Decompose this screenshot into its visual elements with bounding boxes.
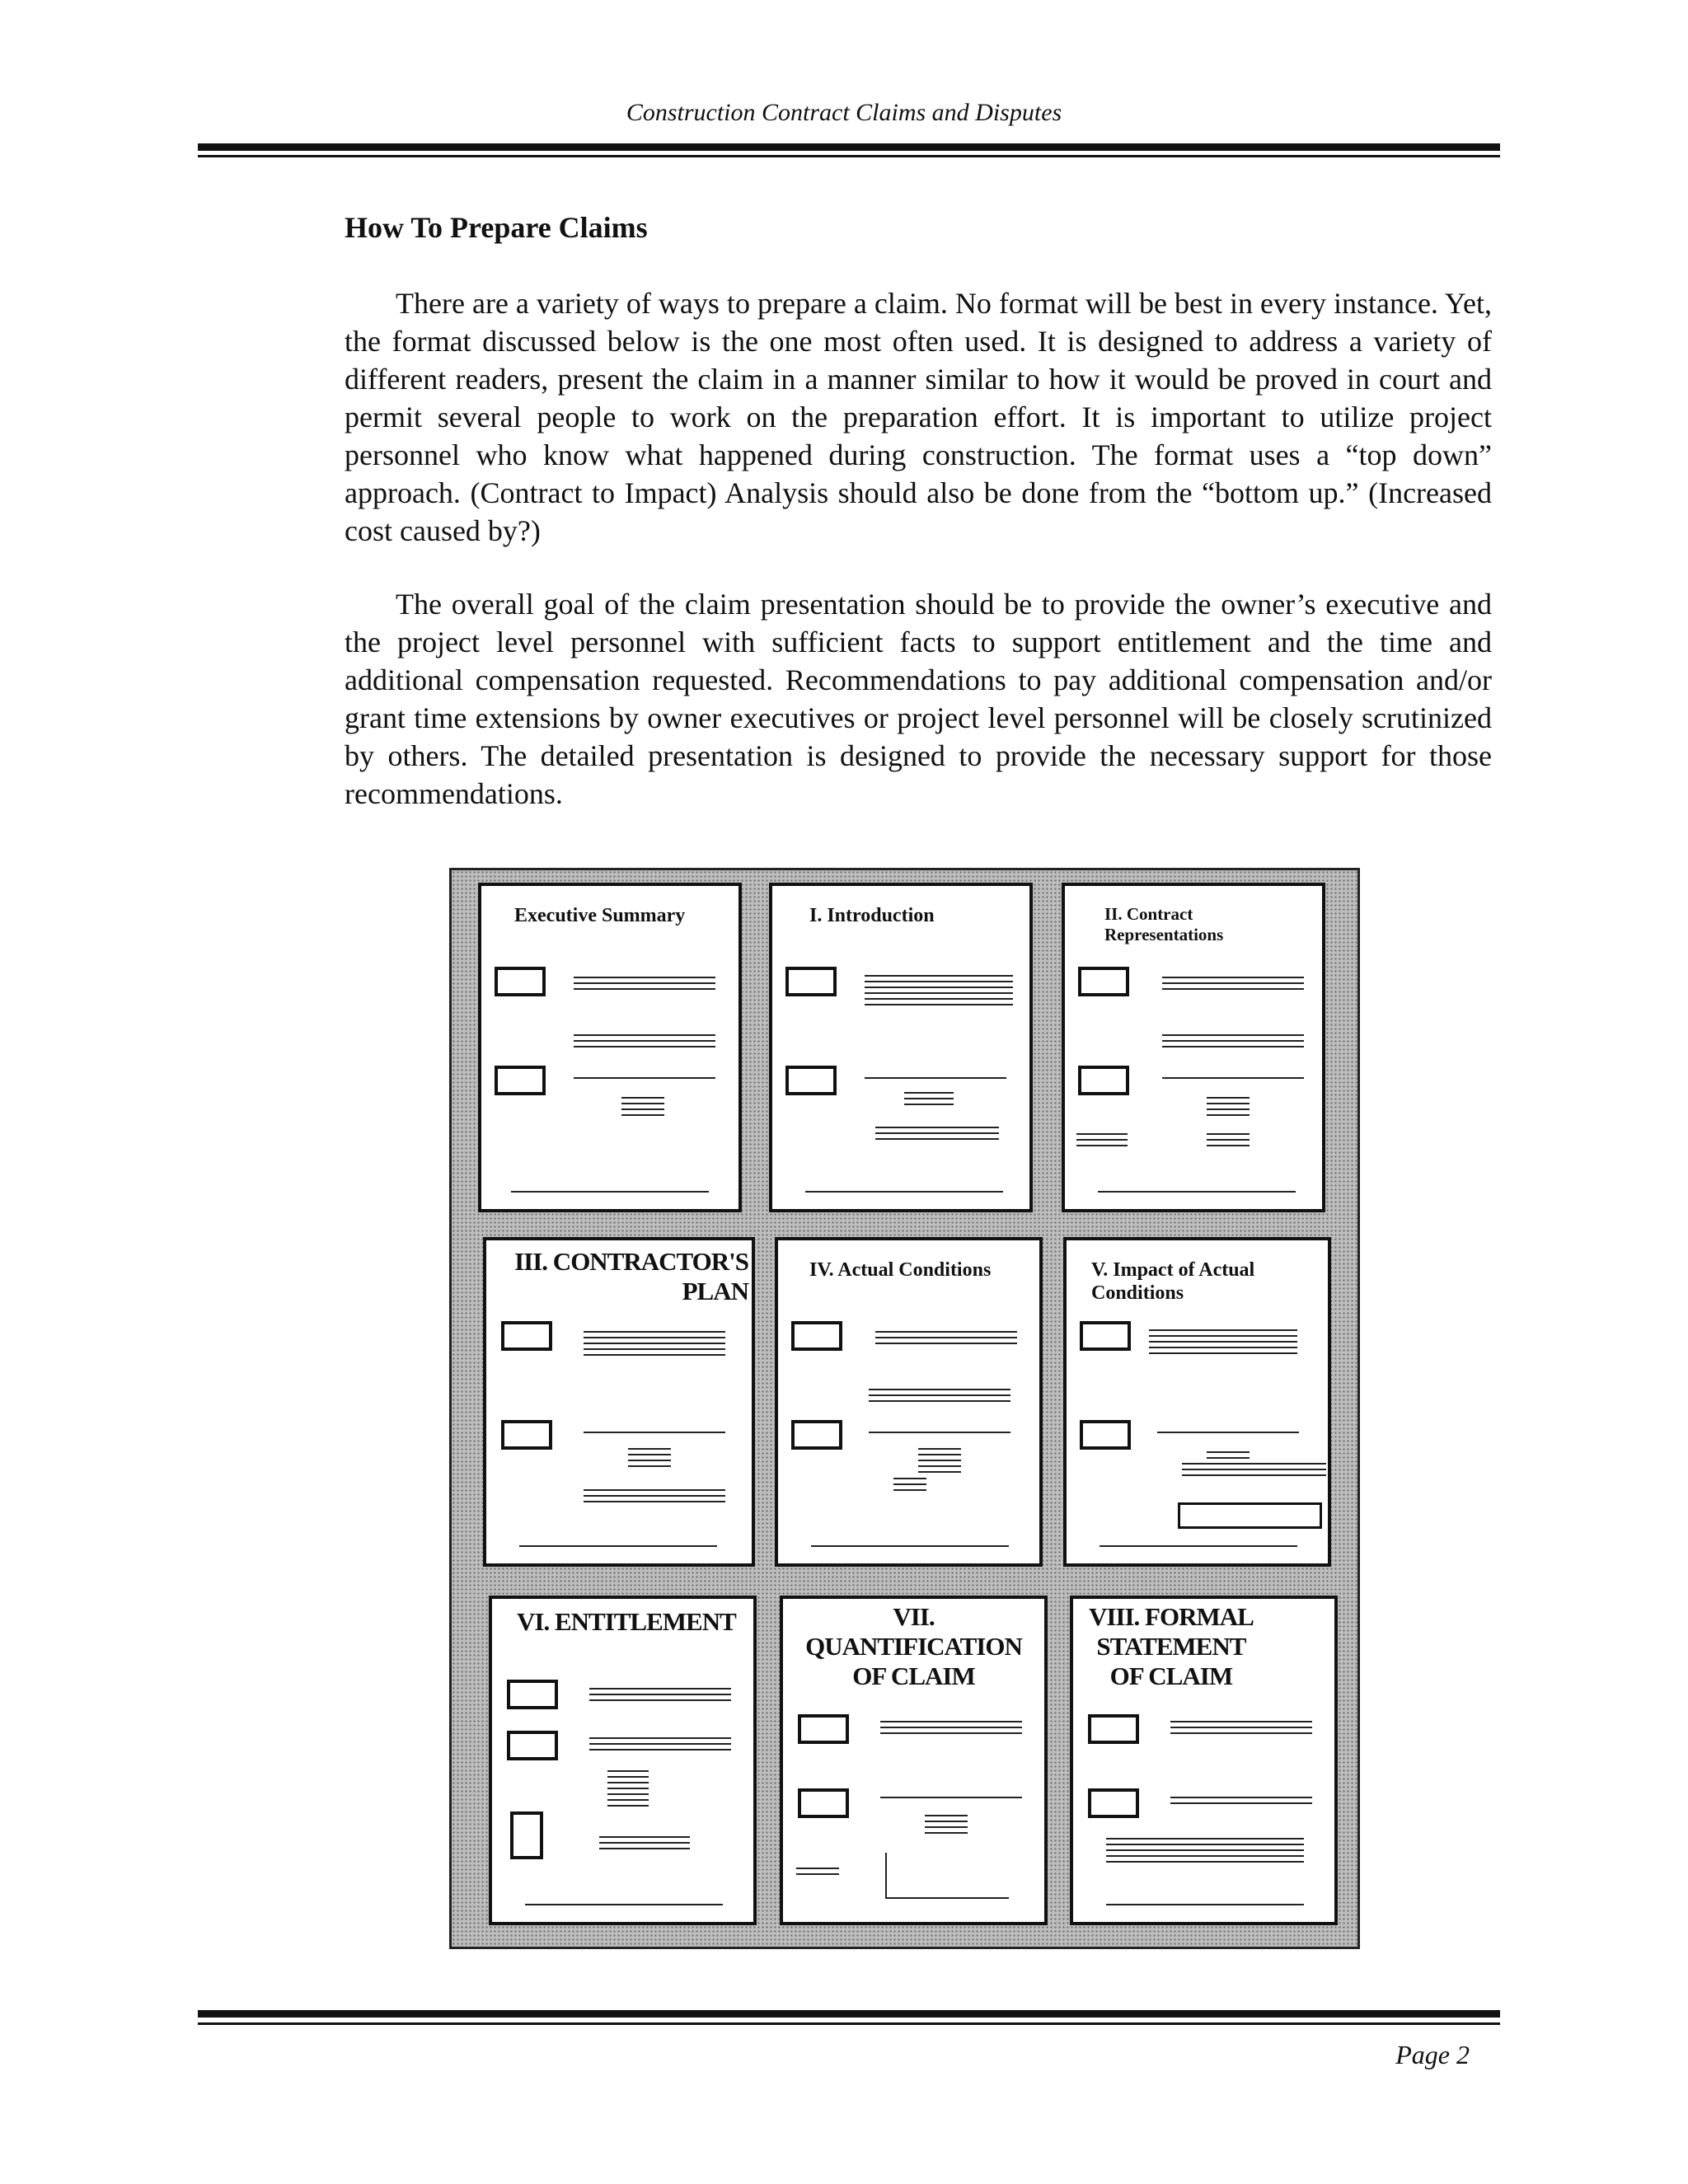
- placeholder-box: [1080, 1420, 1131, 1450]
- panel-contract-representations: [1062, 883, 1325, 1212]
- panel-quantification-of-claim: [780, 1596, 1048, 1925]
- text-lines: [589, 1688, 731, 1705]
- text-lines: [1149, 1329, 1297, 1358]
- placeholder-box: [791, 1321, 842, 1351]
- placeholder-box: [785, 1066, 837, 1095]
- text-lines: [904, 1092, 954, 1109]
- paragraph-1: There are a variety of ways to prepare a claim. No format will be best in every instance. Yet, the format discussed below is the one most often used. It is designed to address a variety of different readers, present the claim in a manner similar to how it would be proved in court and permit several people to work on the preparation effort. It is important to utilize project personnel who know what happened during construction. The format uses a “top down” approach. (Contract to Impact) Analysis should also be done from the “bottom up.” (Increased cost caused by?): [345, 287, 1492, 547]
- text-lines: [1162, 977, 1304, 994]
- text-lines: [589, 1737, 731, 1755]
- chart-axis: [885, 1853, 887, 1899]
- text-lines: [918, 1448, 961, 1477]
- footer-line: [519, 1545, 717, 1547]
- text-lines: [796, 1868, 839, 1879]
- footer-line: [511, 1191, 709, 1193]
- text-line: [880, 1797, 1022, 1798]
- text-lines: [607, 1770, 649, 1811]
- placeholder-box: [1178, 1502, 1322, 1529]
- text-lines: [893, 1478, 926, 1495]
- section-title: How To Prepare Claims: [345, 211, 648, 244]
- text-lines: [574, 977, 715, 994]
- text-line: [1162, 1077, 1304, 1079]
- text-lines: [584, 1489, 725, 1507]
- text-lines: [1170, 1721, 1312, 1738]
- placeholder-box: [507, 1680, 558, 1709]
- panel-impact-of-actual-conditions: [1063, 1237, 1331, 1567]
- footer-line: [811, 1545, 1009, 1547]
- panel-formal-statement-of-claim: [1070, 1596, 1338, 1925]
- placeholder-box: [1088, 1788, 1139, 1818]
- panel-introduction: [769, 883, 1033, 1212]
- footer-rule-thin: [198, 2022, 1500, 2025]
- text-line: [574, 1077, 715, 1079]
- text-lines: [865, 975, 1013, 1010]
- placeholder-box: [495, 967, 546, 996]
- panel-title: IV. Actual Conditions: [809, 1259, 992, 1281]
- panel-title: III. CONTRACTOR'S PLAN: [514, 1247, 748, 1305]
- placeholder-box: [1080, 1321, 1131, 1351]
- placeholder-box: [798, 1714, 849, 1744]
- text-lines: [1106, 1838, 1304, 1867]
- text-lines: [869, 1389, 1010, 1406]
- panel-title: VI. ENTITLEMENT: [517, 1607, 736, 1636]
- panel-title: I. Introduction: [809, 905, 935, 926]
- text-line: [1157, 1432, 1299, 1433]
- text-lines: [880, 1721, 1022, 1738]
- text-lines: [1162, 1034, 1304, 1052]
- panel-entitlement: [489, 1596, 757, 1925]
- text-lines: [584, 1331, 725, 1360]
- text-lines: [1076, 1133, 1128, 1151]
- panel-title: II. Contract Representations: [1104, 904, 1224, 944]
- footer-line: [1098, 1191, 1296, 1193]
- text-lines: [1207, 1133, 1250, 1151]
- text-lines: [628, 1448, 671, 1471]
- panel-actual-conditions: [775, 1237, 1043, 1567]
- footer-line: [805, 1191, 1003, 1193]
- text-lines: [1170, 1797, 1312, 1808]
- text-lines: [925, 1815, 968, 1838]
- placeholder-box: [501, 1420, 552, 1450]
- text-lines: [1182, 1463, 1326, 1480]
- panel-title: VIII. FORMAL STATEMENT OF CLAIM: [1088, 1602, 1254, 1690]
- panel-title: VII. QUANTIFICATION OF CLAIM: [805, 1602, 1022, 1690]
- panel-title: Executive Summary: [514, 905, 686, 926]
- panel-executive-summary: [478, 883, 742, 1212]
- text-lines: [875, 1331, 1017, 1348]
- placeholder-box: [507, 1731, 558, 1760]
- claim-format-figure: [449, 868, 1360, 1949]
- header-rule-thick: [198, 143, 1500, 151]
- placeholder-box: [495, 1066, 546, 1095]
- panel-contractors-plan: [483, 1237, 755, 1567]
- header-rule-thin: [198, 155, 1500, 157]
- footer-rule-thick: [198, 2010, 1500, 2018]
- text-lines: [574, 1034, 715, 1052]
- text-lines: [599, 1836, 690, 1854]
- placeholder-box: [1078, 967, 1129, 996]
- text-lines: [621, 1097, 664, 1120]
- placeholder-box: [798, 1788, 849, 1818]
- page-number: Page 2: [1395, 2040, 1470, 2069]
- text-lines: [1207, 1451, 1250, 1463]
- placeholder-box: [785, 967, 837, 996]
- placeholder-box: [510, 1811, 543, 1859]
- running-header: Construction Contract Claims and Disputes: [626, 99, 1062, 126]
- chart-axis: [885, 1897, 1009, 1899]
- text-lines: [1207, 1097, 1250, 1120]
- placeholder-box: [1088, 1714, 1139, 1744]
- text-line: [865, 1077, 1006, 1079]
- panel-title: V. Impact of Actual Conditions: [1091, 1259, 1255, 1304]
- paragraph-2: The overall goal of the claim presentation should be to provide the owner’s executive and the project level personnel with sufficient facts to support entitlement and the time and additional compensation requested. Recommendations to pay additional compensation and/or grant time extensions by owner executives or project level personnel will be closely scrutinized by others. The detailed presentation is designed to provide the necessary support for those recommendations.: [345, 588, 1492, 810]
- footer-line: [1106, 1904, 1304, 1905]
- placeholder-box: [501, 1321, 552, 1351]
- text-line: [584, 1432, 725, 1433]
- footer-line: [1100, 1545, 1297, 1547]
- text-lines: [875, 1127, 999, 1144]
- placeholder-box: [791, 1420, 842, 1450]
- placeholder-box: [1078, 1066, 1129, 1095]
- footer-line: [525, 1904, 723, 1905]
- text-line: [869, 1432, 1010, 1433]
